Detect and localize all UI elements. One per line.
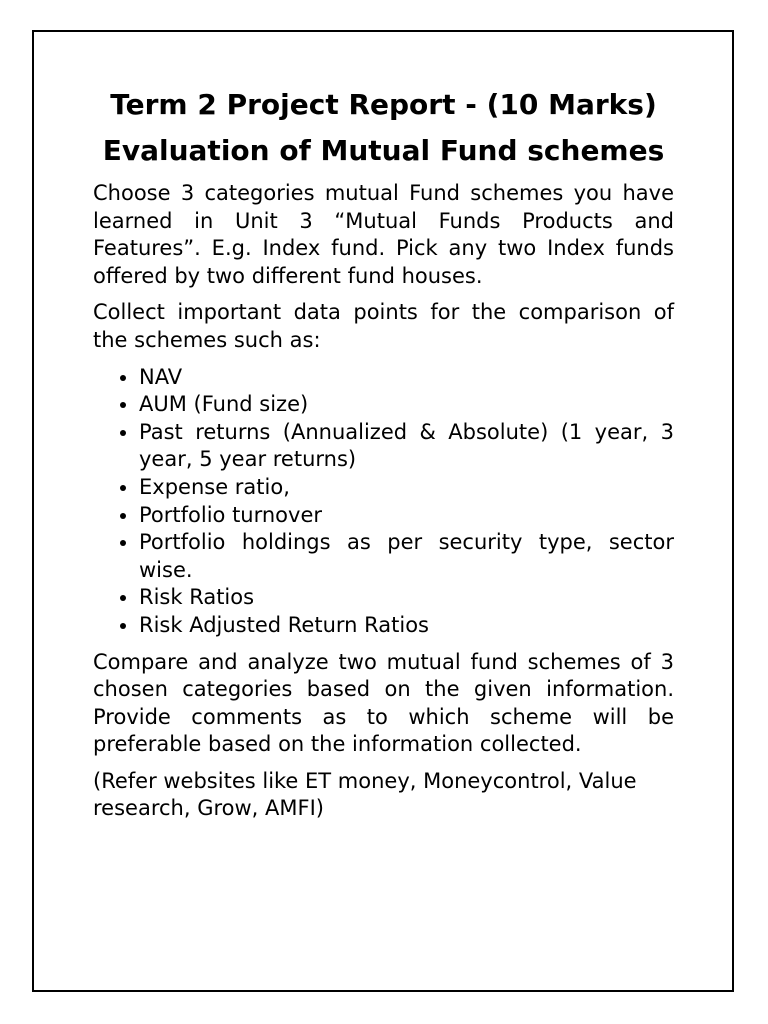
data-points-list <box>93 364 674 640</box>
instruction-paragraph-2: Collect important data points for the comparison of the schemes such as: <box>93 300 674 352</box>
instruction-paragraph-1: Choose 3 categories mutual Fund schemes you have learned in Unit 3 “Mutual Funds Products and Features”. E.g. Index fund. Pick any two Index funds offered by two different fund houses. <box>93 181 674 288</box>
list-item: • AUM (Fund size) <box>139 391 674 419</box>
list-item: • Portfolio turnover <box>139 502 674 530</box>
reference-note: (Refer websites like ET money, Moneycontrol, Value research, Grow, AMFI) <box>93 768 637 821</box>
list-item: • Past returns (Annualized & Absolute) (1 year, 3 year, 5 year returns) <box>139 419 674 474</box>
document-title: Term 2 Project Report - (10 Marks) <box>110 88 657 121</box>
instruction-paragraph-3: Compare and analyze two mutual fund schemes of 3 chosen categories based on the given information. Provide comments as to which scheme will be preferable based on the information collected. <box>93 649 674 757</box>
list-item: • Expense ratio, <box>139 474 674 502</box>
list-item: • Portfolio holdings as per security type, sector wise. <box>139 529 674 584</box>
document-subtitle: Evaluation of Mutual Fund schemes <box>102 134 665 167</box>
document-body <box>93 86 674 823</box>
list-item: • Risk Adjusted Return Ratios <box>139 612 674 640</box>
list-item: • Risk Ratios <box>139 584 674 612</box>
list-item: • NAV <box>139 364 674 392</box>
